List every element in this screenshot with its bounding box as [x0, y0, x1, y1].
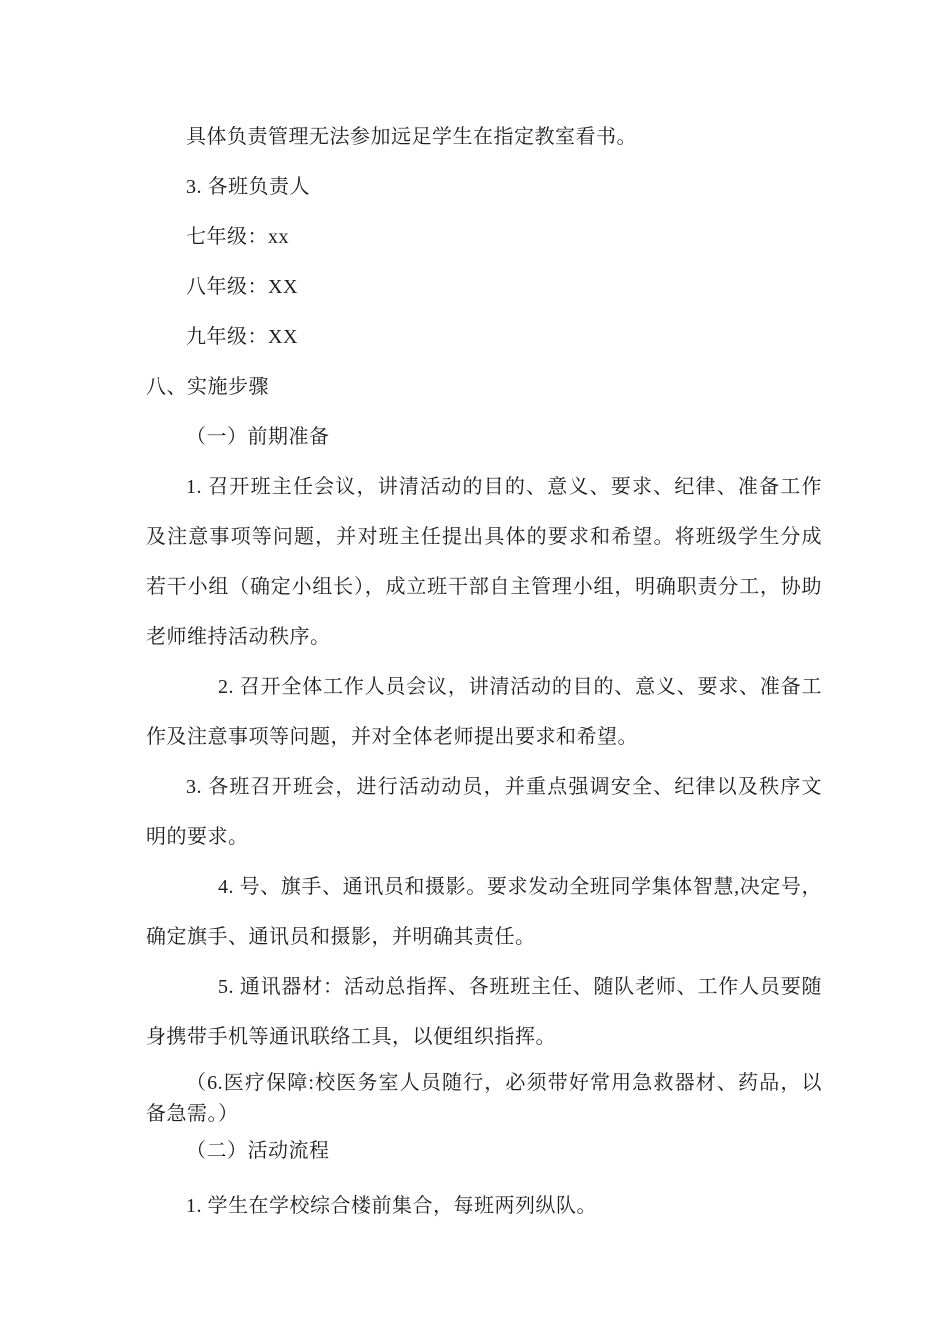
paragraph-step-2: 2. 召开全体工作人员会议，讲清活动的目的、意义、要求、准备工作及注意事项等问题，并对全体老师提出要求和希望。	[146, 676, 822, 748]
paragraph-step-1: 1. 召开班主任会议，讲清活动的目的、意义、要求、纪律、准备工作及注意事项等问题，并对班主任提出具体的要求和希望。将班级学生分成若干小组（确定小组长），成立班干部自主管理小组，明确职责分工，协助老师维持活动秩序。	[146, 476, 822, 648]
paragraph-step-6-medical: （6.医疗保障:校医务室人员随行，必须带好常用急救器材、药品，以备急需。）	[146, 1072, 822, 1125]
paragraph-step-4: 4. 号、旗手、通讯员和摄影。要求发动全班同学集体智慧,决定号，确定旗手、通讯员和摄影，并明确其责任。	[146, 876, 822, 948]
document-body	[146, 112, 822, 1231]
paragraph-step-5: 5. 通讯器材：活动总指挥、各班班主任、随队老师、工作人员要随身携带手机等通讯联络工具，以便组织指挥。	[146, 976, 822, 1048]
paragraph-grade-8-leader: 八年级：XX	[186, 276, 298, 298]
paragraph-continuation: 具体负责管理无法参加远足学生在指定教室看书。	[186, 126, 637, 148]
subsection-heading-activity-flow: （二）活动流程	[186, 1140, 330, 1162]
paragraph-class-leaders-heading: 3. 各班负责人	[186, 176, 310, 198]
subsection-heading-preparation: （一）前期准备	[186, 426, 330, 448]
paragraph-grade-9-leader: 九年级：XX	[186, 326, 298, 348]
paragraph-flow-step-1: 1. 学生在学校综合楼前集合，每班两列纵队。	[186, 1195, 597, 1217]
paragraph-grade-7-leader: 七年级：xx	[186, 226, 289, 248]
section-heading-implementation-steps: 八、实施步骤	[146, 376, 269, 398]
paragraph-step-3: 3. 各班召开班会，进行活动动员，并重点强调安全、纪律以及秩序文明的要求。	[146, 776, 822, 848]
